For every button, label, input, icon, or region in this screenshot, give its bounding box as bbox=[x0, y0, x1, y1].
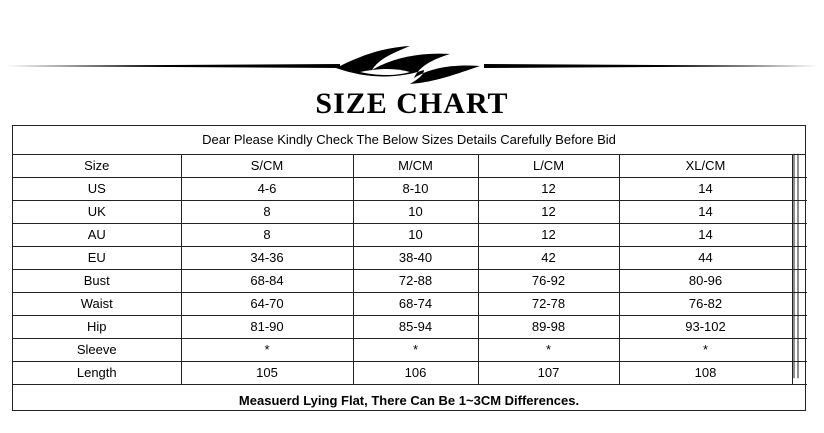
edge-cell bbox=[792, 362, 807, 385]
size-value-cell: 80-96 bbox=[619, 270, 792, 293]
size-value-cell: 10 bbox=[353, 224, 478, 247]
row-label-cell: EU bbox=[13, 247, 181, 270]
size-value-cell: 107 bbox=[478, 362, 619, 385]
size-value-cell: 81-90 bbox=[181, 316, 353, 339]
column-header: XL/CM bbox=[619, 155, 792, 178]
edge-cell bbox=[792, 247, 807, 270]
size-value-cell: 34-36 bbox=[181, 247, 353, 270]
column-header: L/CM bbox=[478, 155, 619, 178]
row-label-cell: UK bbox=[13, 201, 181, 224]
table-row bbox=[13, 247, 807, 270]
footer-note: Measuerd Lying Flat, There Can Be 1~3CM Differences. bbox=[238, 393, 580, 408]
row-label-cell: Length bbox=[13, 362, 181, 385]
size-value-cell: 85-94 bbox=[353, 316, 478, 339]
table-row bbox=[13, 293, 807, 316]
column-header: M/CM bbox=[353, 155, 478, 178]
table-row bbox=[13, 316, 807, 339]
column-header: Size bbox=[13, 155, 181, 178]
size-value-cell: 89-98 bbox=[478, 316, 619, 339]
size-value-cell: * bbox=[619, 339, 792, 362]
page-title: SIZE CHART bbox=[315, 87, 509, 120]
edge-cell bbox=[792, 270, 807, 293]
row-label-cell: Bust bbox=[13, 270, 181, 293]
size-value-cell: 76-92 bbox=[478, 270, 619, 293]
size-value-cell: 44 bbox=[619, 247, 792, 270]
edge-cell bbox=[792, 155, 807, 178]
row-label-cell: Hip bbox=[13, 316, 181, 339]
edge-cell bbox=[792, 339, 807, 362]
size-value-cell: 8 bbox=[181, 201, 353, 224]
size-value-cell: 10 bbox=[353, 201, 478, 224]
edge-cell bbox=[792, 293, 807, 316]
row-label-cell: US bbox=[13, 178, 181, 201]
size-value-cell: * bbox=[478, 339, 619, 362]
size-value-cell: 42 bbox=[478, 247, 619, 270]
size-value-cell: 12 bbox=[478, 178, 619, 201]
size-value-cell: * bbox=[181, 339, 353, 362]
table-row bbox=[13, 270, 807, 293]
edge-cell bbox=[792, 316, 807, 339]
size-chart-table bbox=[12, 125, 806, 411]
size-value-cell: 8-10 bbox=[353, 178, 478, 201]
size-value-cell: 93-102 bbox=[619, 316, 792, 339]
row-label-cell: AU bbox=[13, 224, 181, 247]
size-value-cell: 38-40 bbox=[353, 247, 478, 270]
table-row bbox=[13, 362, 807, 385]
table-row bbox=[13, 339, 807, 362]
notice-text: Dear Please Kindly Check The Below Sizes Details Carefully Before Bid bbox=[13, 126, 805, 155]
size-value-cell: 108 bbox=[619, 362, 792, 385]
size-table bbox=[13, 155, 807, 385]
size-value-cell: 106 bbox=[353, 362, 478, 385]
row-label-cell: Sleeve bbox=[13, 339, 181, 362]
size-value-cell: 72-78 bbox=[478, 293, 619, 316]
edge-cell bbox=[792, 224, 807, 247]
column-header: S/CM bbox=[181, 155, 353, 178]
size-value-cell: 64-70 bbox=[181, 293, 353, 316]
size-value-cell: 12 bbox=[478, 224, 619, 247]
size-value-cell: 76-82 bbox=[619, 293, 792, 316]
table-row bbox=[13, 201, 807, 224]
size-value-cell: 12 bbox=[478, 201, 619, 224]
size-value-cell: 68-84 bbox=[181, 270, 353, 293]
row-label-cell: Waist bbox=[13, 293, 181, 316]
size-value-cell: 105 bbox=[181, 362, 353, 385]
size-value-cell: 8 bbox=[181, 224, 353, 247]
size-value-cell: 68-74 bbox=[353, 293, 478, 316]
size-value-cell: 72-88 bbox=[353, 270, 478, 293]
edge-cell bbox=[792, 201, 807, 224]
edge-cell bbox=[792, 178, 807, 201]
size-value-cell: 14 bbox=[619, 178, 792, 201]
table-row bbox=[13, 224, 807, 247]
table-header-row bbox=[13, 155, 807, 178]
size-value-cell: * bbox=[353, 339, 478, 362]
size-value-cell: 14 bbox=[619, 201, 792, 224]
table-row bbox=[13, 178, 807, 201]
size-value-cell: 4-6 bbox=[181, 178, 353, 201]
size-value-cell: 14 bbox=[619, 224, 792, 247]
